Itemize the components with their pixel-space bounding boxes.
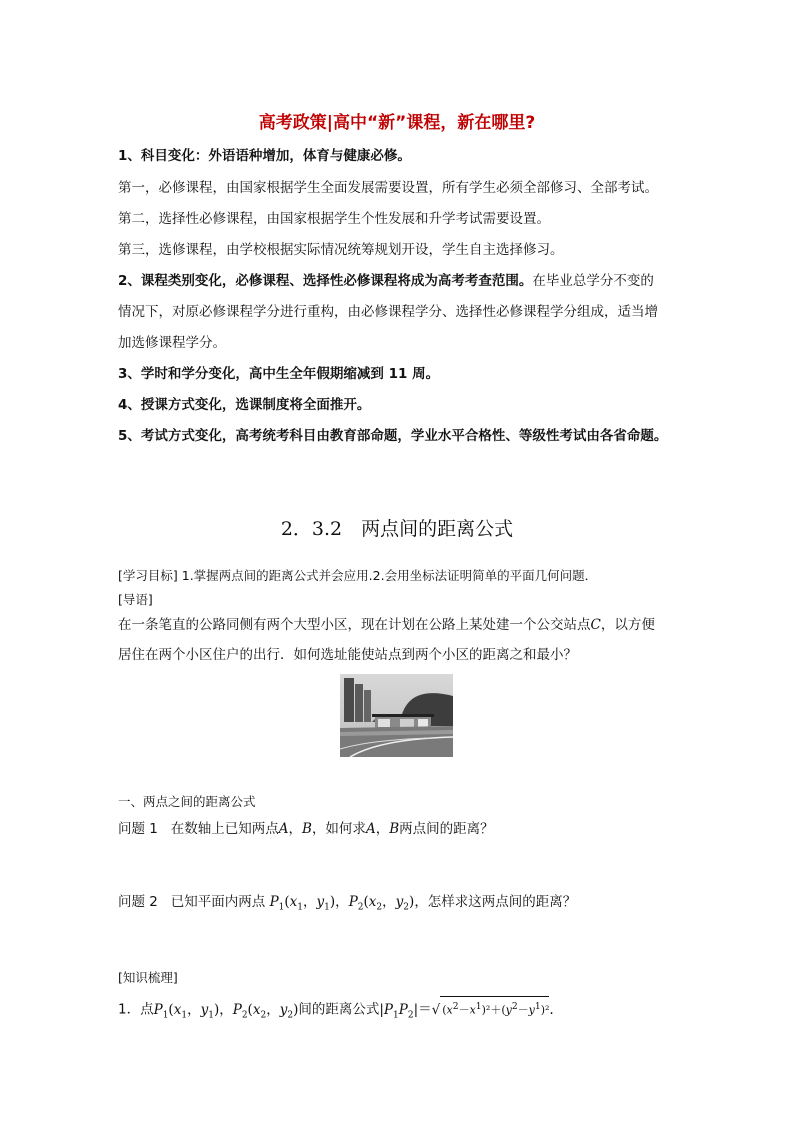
q1-var-b: B — [302, 821, 312, 837]
k1-points: $P_1(x_1$，$y_1$)，$P_2(x_2$，$y_2$) — [153, 1001, 299, 1021]
q1-text-a: 在数轴上已知两点 — [170, 821, 279, 837]
guide-var-c: C — [590, 617, 601, 633]
section-heading-1: 一、两点之间的距离公式 — [118, 794, 256, 809]
k1-eq: |＝ — [413, 1001, 432, 1018]
q1-var-a: A — [278, 821, 289, 837]
k1-p1p2: $P_1P_2$ — [383, 1001, 414, 1021]
distance-formula: √ $(x^2-x^1)^2+(y^2-y^1)^2$. — [432, 1002, 554, 1018]
objective-text: 1.掌握两点间的距离公式并会应用.2.会用坐标法证明简单的平面几何问题． — [181, 568, 598, 583]
guide-text-a: 在一条笔直的公路同侧有两个大型小区，现在计划在公路上某处建一个公交站点 — [118, 617, 591, 633]
q1-var-b2: B — [389, 821, 400, 837]
q1-text-b: ，如何求 — [311, 821, 366, 837]
policy-point-2-line-3: 加选修课程学分。 — [118, 335, 226, 351]
q1-var-a2: A — [365, 821, 376, 837]
policy-point-3: 3、学时和学分变化，高中生全年假期缩减到 11 周。 — [118, 366, 440, 382]
policy-point-2-bold: 2、课程类别变化，必修课程、选择性必修课程将成为高考考查范围。 — [118, 273, 533, 289]
policy-point-4: 4、授课方式变化，选课制度将全面推开。 — [118, 397, 371, 413]
policy-point-2-line-2: 情况下，对原必修课程学分进行重构，由必修课程学分、选择性必修课程学分组成，适当增 — [118, 304, 658, 320]
policy-paragraph-1: 第一，必修课程，由国家根据学生全面发展需要设置，所有学生必须全部修习、全部考试。 — [118, 180, 658, 196]
policy-point-2 — [118, 271, 654, 291]
guide-text-b: ，以方便 — [600, 617, 655, 633]
policy-paragraph-2: 第二，选择性必修课程，由国家根据学生个性发展和升学考试需要设置。 — [118, 211, 550, 227]
q1-comma: ， — [288, 821, 303, 837]
question-1: 问题 1 在数轴上已知两点A，B，如何求A，B两点间的距离？ — [118, 821, 494, 837]
k1-prefix: 1．点 — [118, 1001, 154, 1018]
bus-stop-photo — [340, 674, 453, 757]
policy-title: 高考政策|高中“新”课程，新在哪里? — [258, 113, 536, 133]
knowledge-label: [知识梳理] — [118, 970, 178, 985]
policy-point-2-rest: 在毕业总学分不变的 — [532, 273, 654, 289]
objective-label: [学习目标] — [118, 568, 178, 583]
question-1-label: 问题 1 — [118, 821, 158, 837]
policy-paragraph-3: 第三，选修课程，由学校根据实际情况统筹规划开设，学生自主选择修习。 — [118, 242, 564, 258]
q2-text-a: 已知平面内两点 — [170, 894, 266, 910]
lesson-title: 2．3.2 两点间的距离公式 — [280, 518, 514, 540]
k1-mid: 间的距离公式| — [298, 1001, 384, 1018]
q1-text-c: 两点间的距离？ — [399, 821, 494, 837]
knowledge-item-1 — [118, 996, 554, 1025]
guide-line-1 — [118, 615, 655, 635]
question-2 — [118, 892, 576, 918]
learning-objective — [118, 566, 597, 584]
q2-text-b: ，怎样求这两点间的距离？ — [414, 894, 577, 910]
q2-points: $P_1(x_1$，$y_1$)，$P_2(x_2$，$y_2$) — [269, 894, 415, 913]
guide-line-2: 居住在两个小区住户的出行．如何选址能使站点到两个小区的距离之和最小？ — [118, 647, 577, 663]
policy-point-1: 1、科目变化：外语语种增加，体育与健康必修。 — [118, 148, 411, 164]
guide-label: [导语] — [118, 592, 153, 607]
question-2-label: 问题 2 — [118, 894, 158, 910]
policy-point-5: 5、考试方式变化，高考统考科目由教育部命题，学业水平合格性、等级性考试由各省命题。 — [118, 428, 668, 444]
